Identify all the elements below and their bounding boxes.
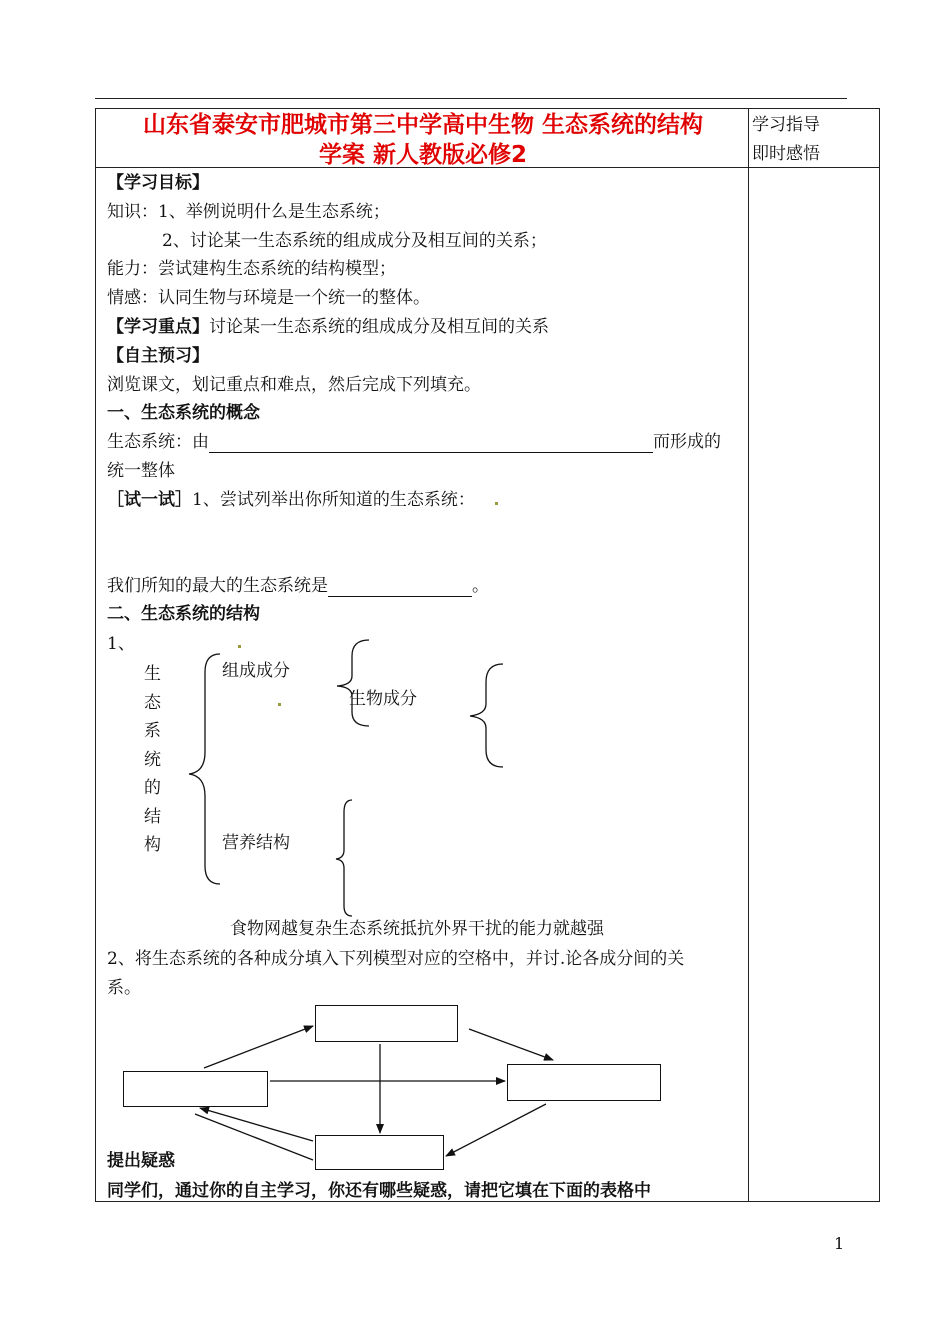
item2-line-1: 2、将生态系统的各种成分填入下列模型对应的空格中，并讨.论各成分间的关 <box>107 949 685 969</box>
objective-knowledge-2: 2、讨论某一生态系统的组成成分及相互间的关系； <box>162 231 547 251</box>
title-line-2: 学案 新人教版必修2 <box>318 142 527 168</box>
largest-prefix: 我们所知的最大的生态系统是 <box>107 576 328 596</box>
objective-knowledge-1: 知识：1、举例说明什么是生态系统； <box>107 202 390 222</box>
objective-ability: 能力：尝试建构生态系统的结构模型； <box>107 259 396 279</box>
model-box-top[interactable] <box>315 1005 458 1042</box>
vertical-char: 统 <box>144 749 161 770</box>
document-title <box>96 110 750 170</box>
stray-dot <box>495 502 498 505</box>
definition-line <box>107 431 721 453</box>
questions-heading: 提出疑惑 <box>107 1151 175 1171</box>
preview-instruction: 浏览课文，划记重点和难点，然后完成下列填充。 <box>107 375 481 395</box>
preview-heading: 【自主预习】 <box>107 346 209 366</box>
vertical-char: 构 <box>144 835 161 855</box>
model-box-right[interactable] <box>507 1064 661 1101</box>
try-it <box>107 489 475 511</box>
title-line-1: 山东省泰安市肥城市第三中学高中生物 生态系统的结构 <box>142 112 703 138</box>
side-header-line-1: 学习指导 <box>752 115 820 135</box>
side-header <box>752 113 820 166</box>
try-it-label: ［试一试］ <box>107 490 192 510</box>
section2-heading: 二、生态系统的结构 <box>107 604 260 624</box>
questions-text: 同学们，通过你的自主学习，你还有哪些疑惑，请把它填在下面的表格中 <box>107 1181 651 1201</box>
vertical-char: 态 <box>144 692 161 713</box>
vertical-char: 系 <box>144 721 161 741</box>
largest-blank[interactable] <box>328 578 472 597</box>
composition-label: 组成成分 <box>222 661 290 681</box>
stray-dot <box>238 645 241 648</box>
vertical-char: 结 <box>144 806 161 827</box>
definition-prefix: 生态系统：由 <box>107 432 209 452</box>
section1-heading: 一、生态系统的概念 <box>107 403 260 423</box>
food-web-note: 食物网越复杂生态系统抵抗外界干扰的能力就越强 <box>230 919 604 939</box>
side-column-divider <box>748 108 749 1202</box>
model-box-bottom[interactable] <box>315 1135 444 1170</box>
try-it-text: 1、尝试列举出你所知道的生态系统： <box>192 490 475 510</box>
biotic-label: 生物成分 <box>349 689 417 709</box>
vertical-char: 生 <box>144 664 161 684</box>
objectives-heading: 【学习目标】 <box>107 173 209 193</box>
vertical-char: 的 <box>144 778 161 798</box>
trophic-label: 营养结构 <box>222 833 290 853</box>
definition-suffix: 而形成的 <box>653 432 721 452</box>
header-rule <box>95 98 847 99</box>
item2-line-2: 系。 <box>107 978 141 998</box>
vertical-structure-label <box>144 660 164 860</box>
definition-blank[interactable] <box>209 434 653 453</box>
stray-dot <box>278 703 281 706</box>
largest-ecosystem-line <box>107 575 489 597</box>
key-point-text: 讨论某一生态系统的组成成分及相互间的关系 <box>209 317 549 337</box>
largest-suffix: 。 <box>472 576 489 596</box>
key-point-label: 【学习重点】 <box>107 317 209 337</box>
objective-emotion: 情感：认同生物与环境是一个统一的整体。 <box>107 288 430 308</box>
side-header-line-2: 即时感悟 <box>752 144 820 164</box>
item1-number: 1、 <box>107 634 135 654</box>
key-point <box>107 316 549 338</box>
page-number: 1 <box>834 1234 845 1253</box>
model-box-left[interactable] <box>123 1071 268 1107</box>
definition-line-2: 统一整体 <box>107 461 175 481</box>
